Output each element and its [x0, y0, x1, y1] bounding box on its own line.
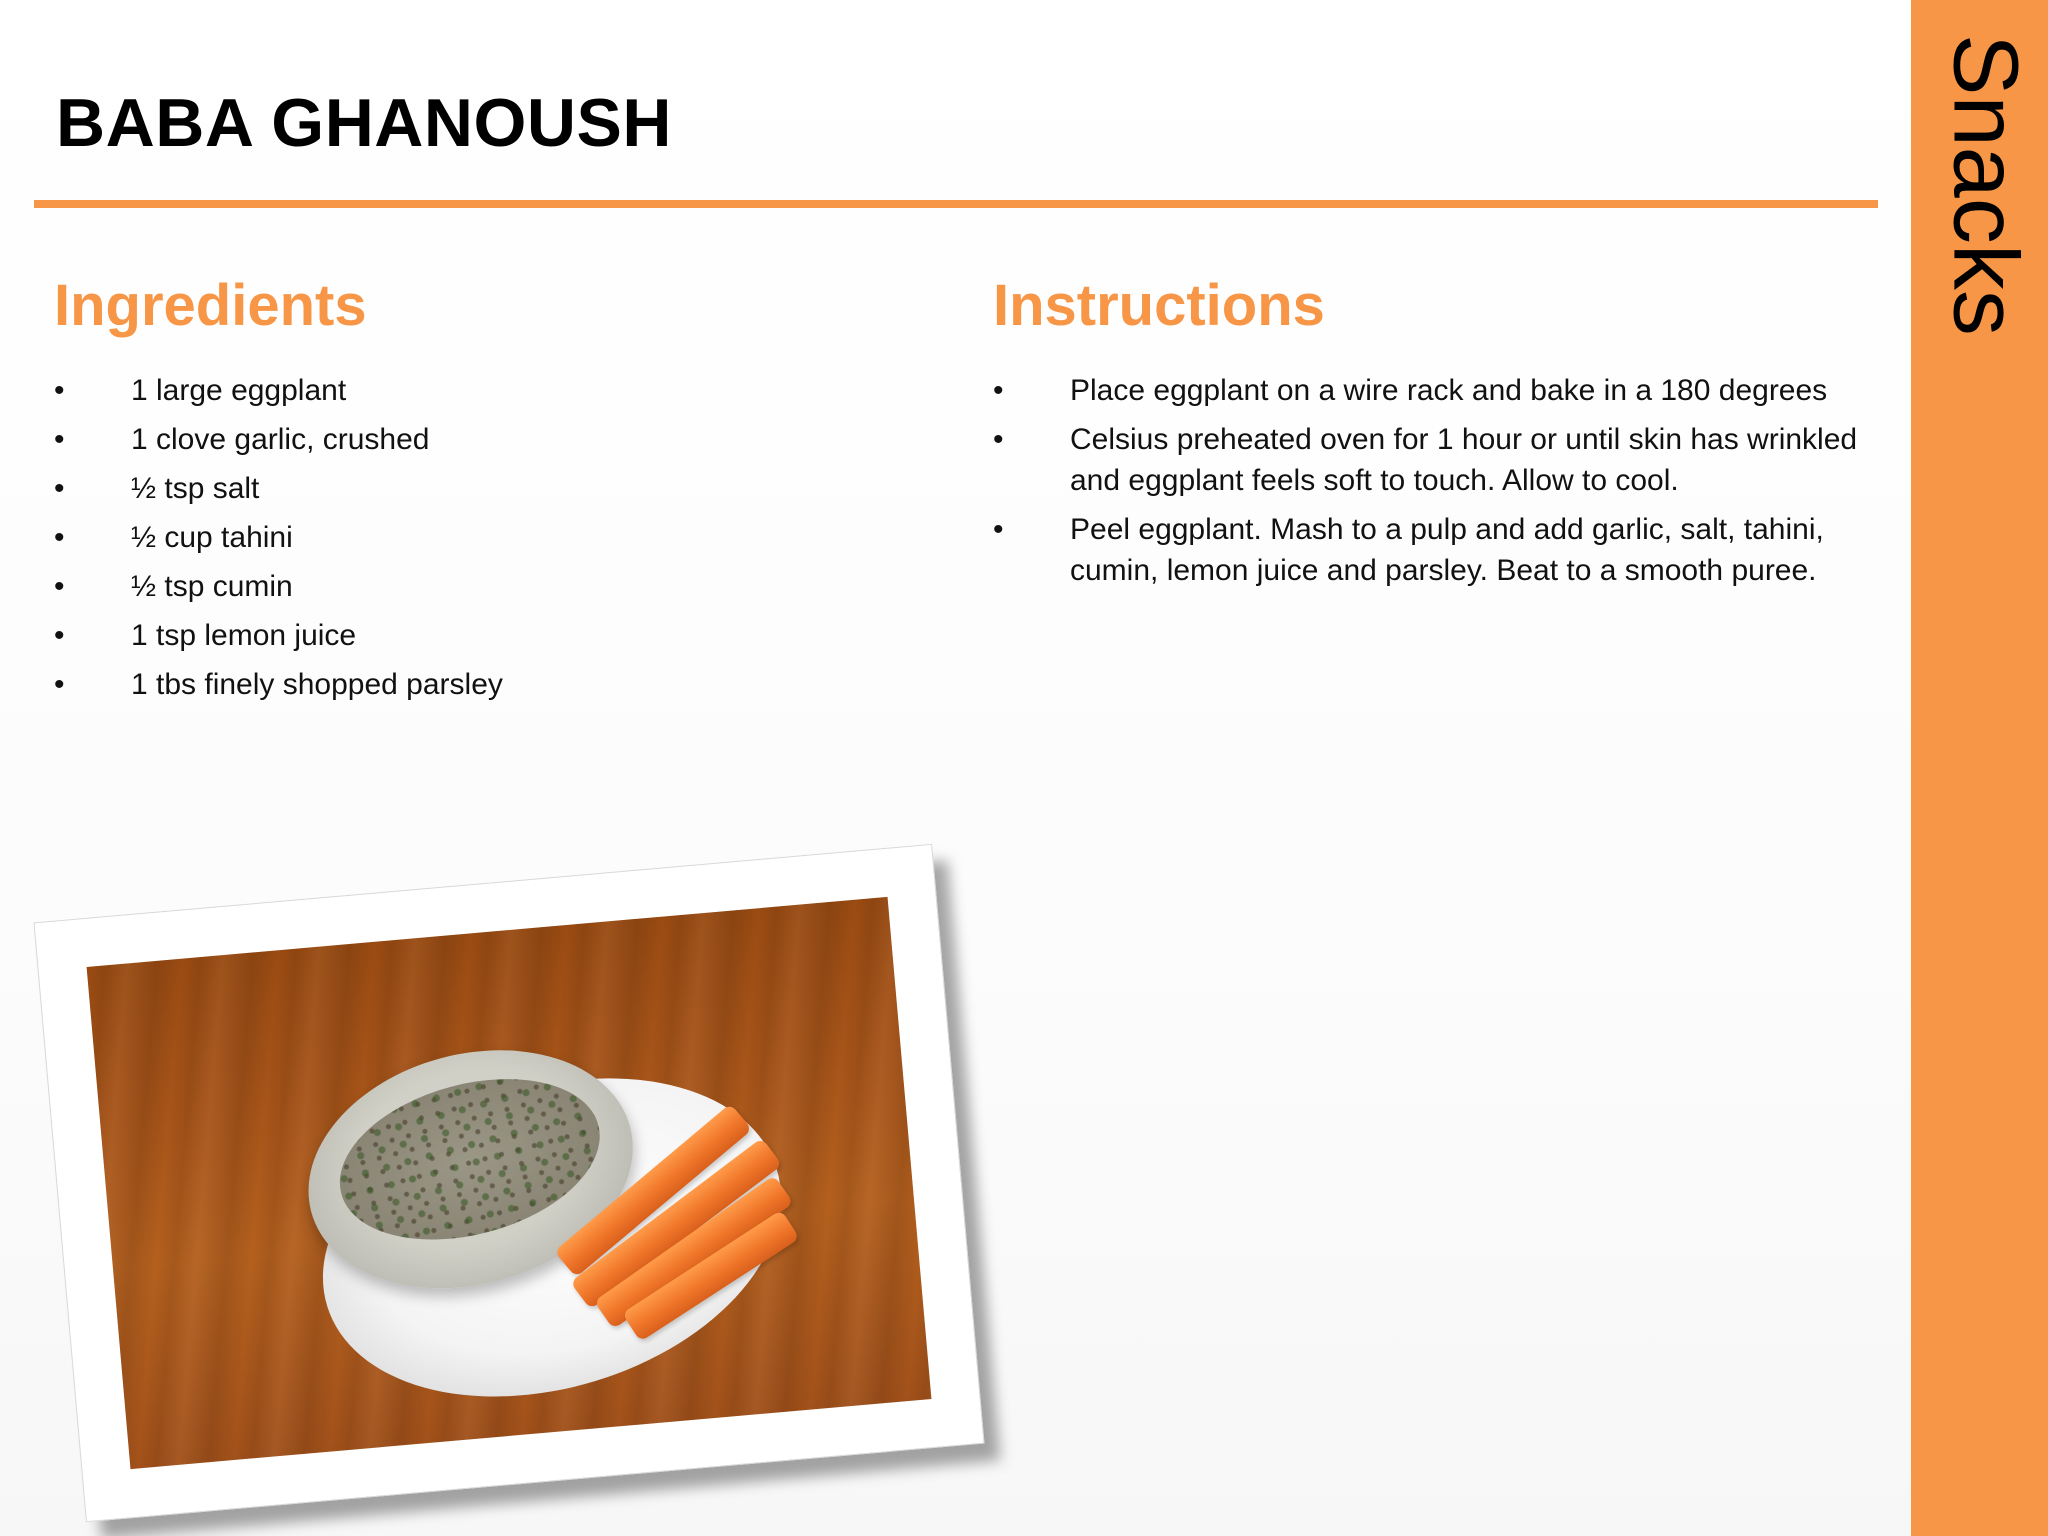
ingredient-text: 1 large eggplant — [131, 374, 347, 407]
list-item — [54, 615, 934, 656]
ingredient-text: 1 tbs finely shopped parsley — [131, 668, 503, 701]
ingredients-list — [54, 370, 934, 713]
instructions-list — [993, 370, 1873, 599]
instruction-text: Place eggplant on a wire rack and bake in a 180 degrees — [1070, 374, 1828, 407]
ingredient-text: ½ cup tahini — [131, 521, 293, 554]
bullet-icon: • — [993, 423, 1004, 456]
instruction-text: Peel eggplant. Mash to a pulp and add garlic, salt, tahini, cumin, lemon juice and parsley. Beat to a smooth puree. — [1070, 513, 1824, 587]
recipe-title: BABA GHANOUSH — [56, 85, 672, 161]
list-item — [54, 468, 934, 509]
bullet-icon: • — [993, 513, 1004, 546]
bullet-icon: • — [54, 374, 65, 407]
bullet-icon: • — [54, 570, 65, 603]
bullet-icon: • — [54, 619, 65, 652]
bullet-icon: • — [54, 521, 65, 554]
list-item — [54, 664, 934, 705]
instructions-heading: Instructions — [993, 273, 1325, 338]
instruction-text: Celsius preheated oven for 1 hour or until skin has wrinkled and eggplant feels soft to touch. Allow to cool. — [1070, 423, 1858, 497]
title-divider — [34, 200, 1878, 208]
list-item — [54, 419, 934, 460]
ingredient-text: ½ tsp cumin — [131, 570, 293, 603]
list-item — [54, 566, 934, 607]
ingredient-text: 1 tsp lemon juice — [131, 619, 357, 652]
ingredient-text: ½ tsp salt — [131, 472, 260, 505]
ingredient-text: 1 clove garlic, crushed — [131, 423, 430, 456]
list-item — [993, 419, 1873, 501]
list-item — [993, 370, 1873, 411]
bullet-icon: • — [54, 423, 65, 456]
list-item — [54, 517, 934, 558]
bullet-icon: • — [993, 374, 1004, 407]
list-item — [54, 370, 934, 411]
dish-photo-frame — [33, 844, 984, 1522]
list-item — [993, 509, 1873, 591]
ingredients-heading: Ingredients — [54, 273, 367, 338]
bullet-icon: • — [54, 668, 65, 701]
category-label: Snacks — [1934, 34, 2037, 336]
bullet-icon: • — [54, 472, 65, 505]
dish-photo — [87, 897, 932, 1469]
